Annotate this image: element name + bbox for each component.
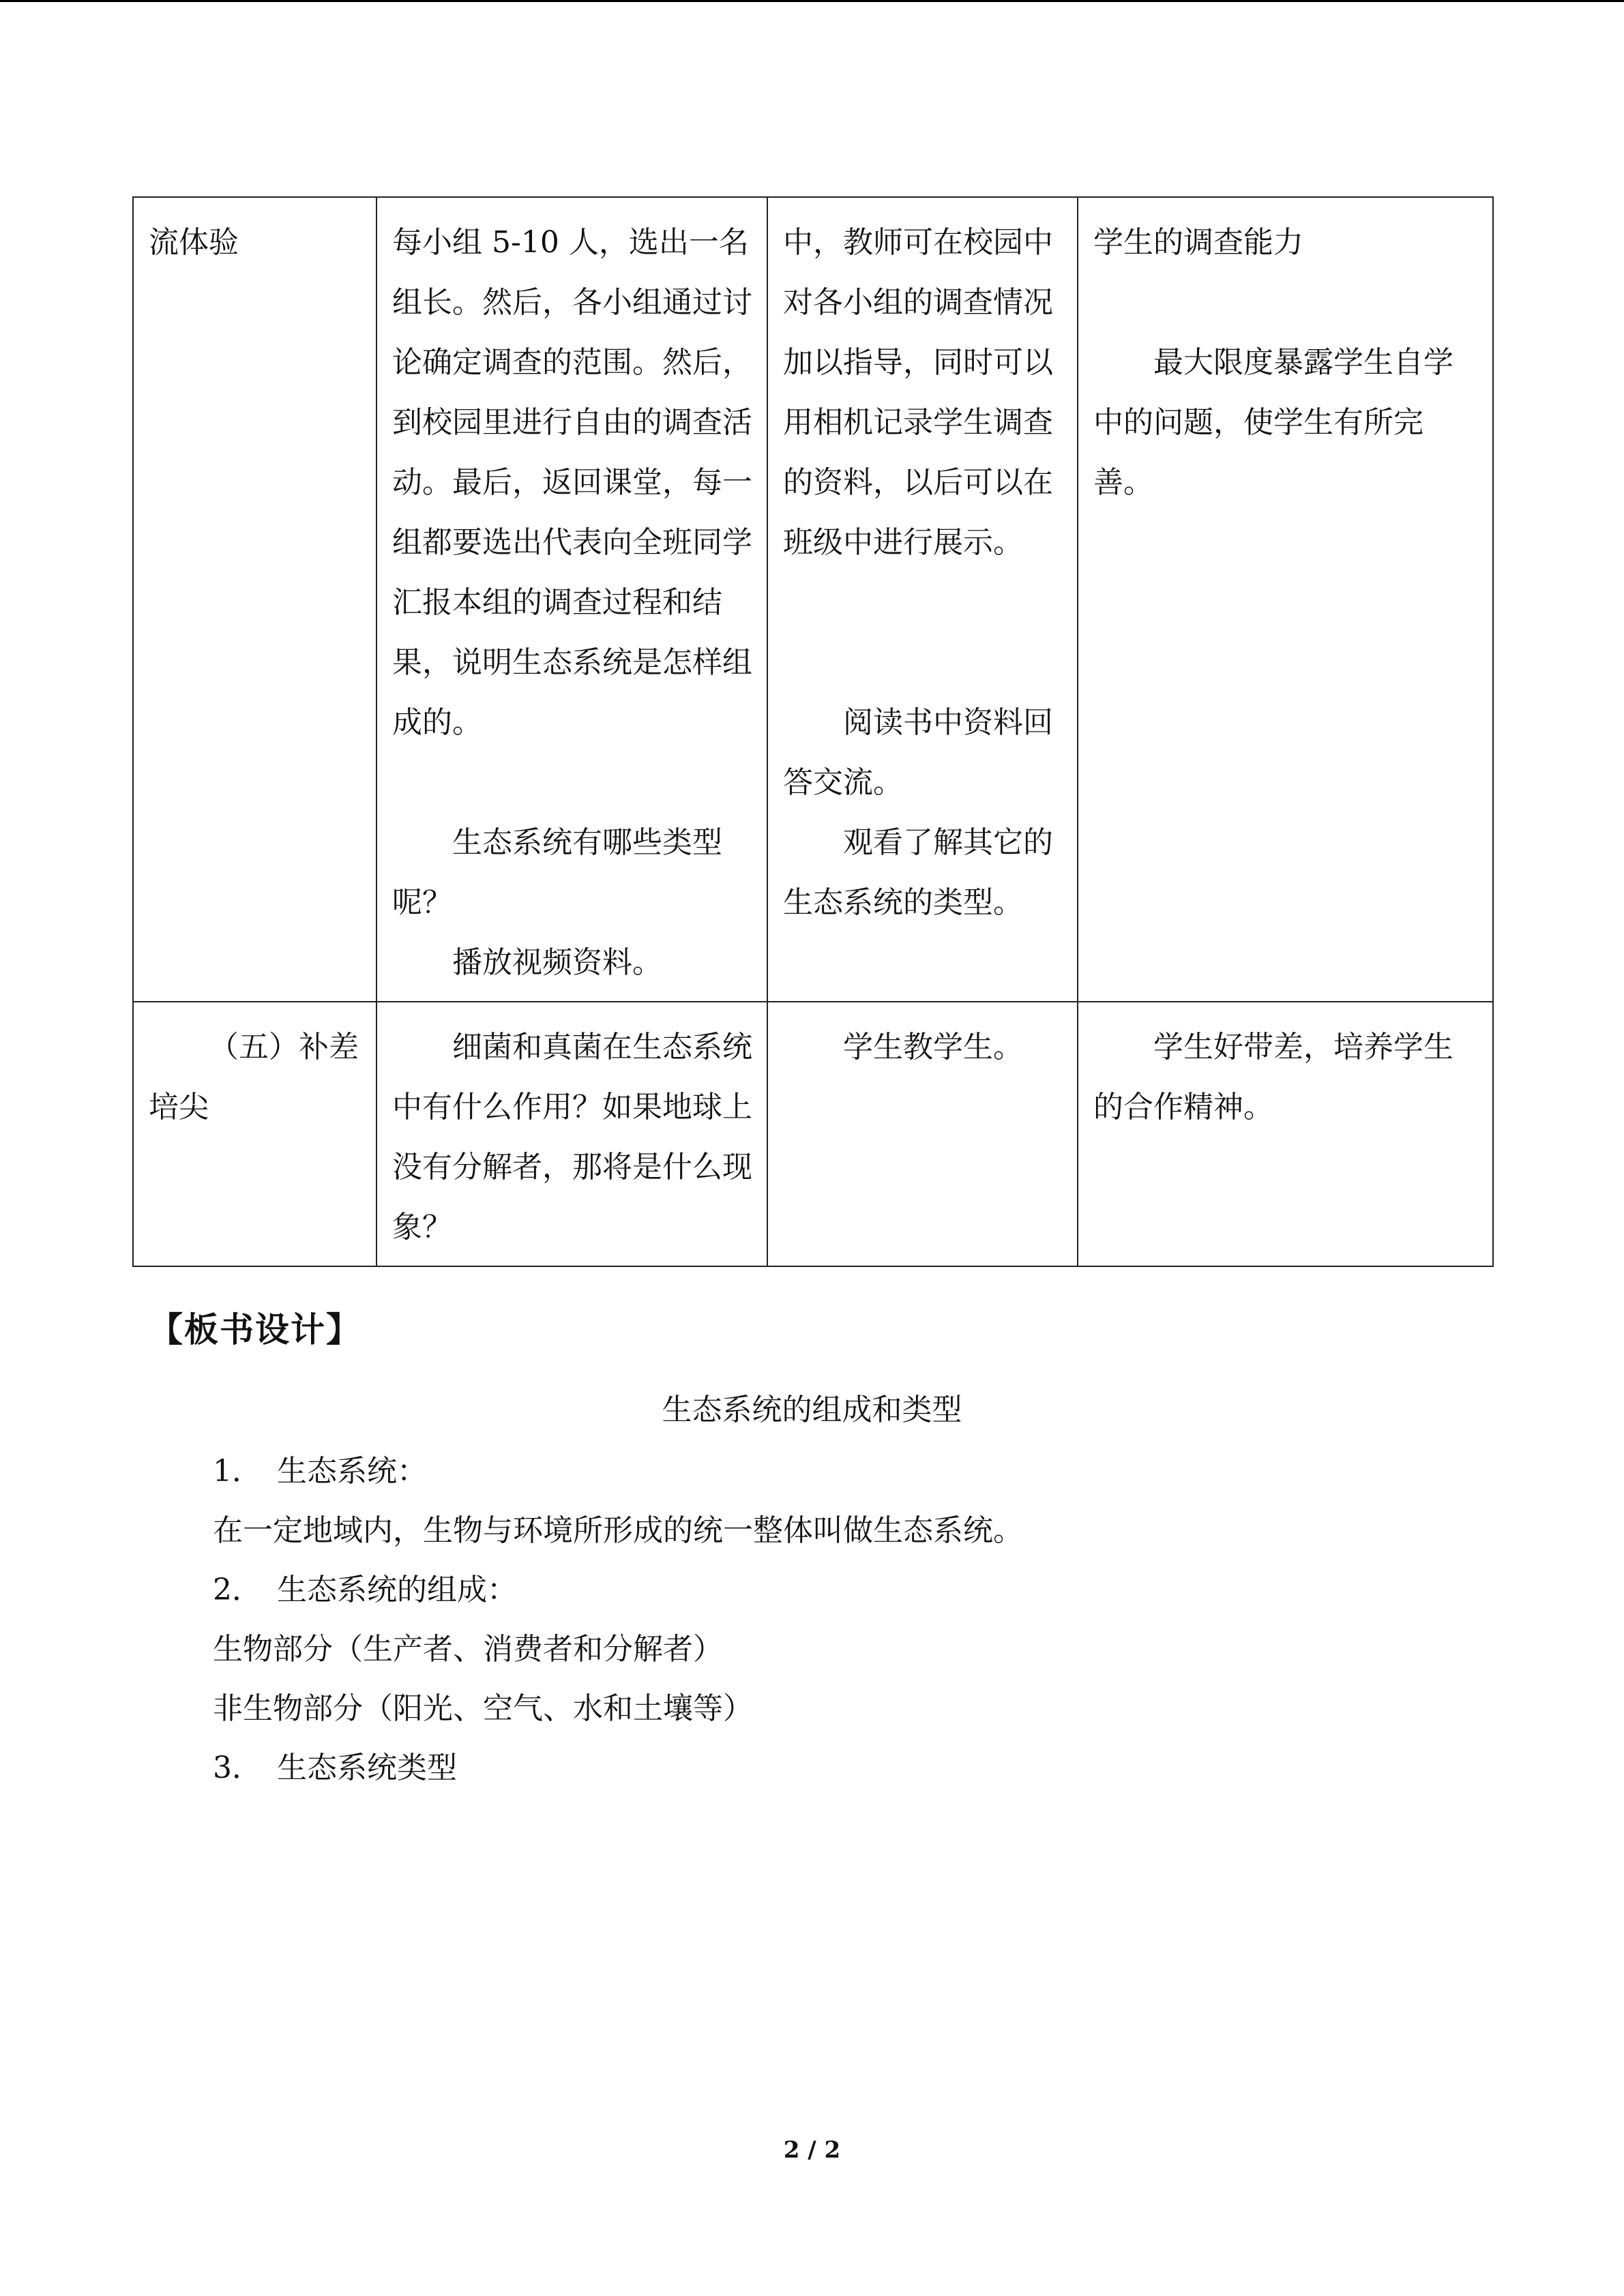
board-item-2-biotic: 生物部分（生产者、消费者和分解者） <box>213 1632 723 1667</box>
board-content <box>213 1442 1023 1798</box>
board-item-2-abiotic: 非生物部分（阳光、空气、水和土壤等） <box>213 1691 753 1726</box>
student-reading-note: 阅读书中资料回答交流。 <box>783 705 1053 800</box>
design-intent-text: 学生好带差，培养学生的合作精神。 <box>1093 1030 1453 1124</box>
item-number: 1． <box>213 1454 262 1489</box>
student-activity-cell <box>767 1002 1078 1266</box>
student-activity-text: 学生教学生。 <box>843 1030 1023 1064</box>
table-row <box>133 1002 1493 1266</box>
teacher-activity-cell <box>377 197 767 1002</box>
teacher-question: 生态系统有哪些类型呢？ <box>392 825 722 920</box>
teacher-activity-cell <box>377 1002 767 1266</box>
design-intent-cell <box>1078 197 1493 1002</box>
item-number: 2． <box>213 1572 262 1607</box>
design-intent-text-2: 最大限度暴露学生自学中的问题，使学生有所完善。 <box>1093 345 1453 500</box>
stage-text: 流体验 <box>149 225 239 260</box>
item-number: 3． <box>213 1750 262 1785</box>
page-number: 2 / 2 <box>783 2136 841 2164</box>
item-label: 生态系统： <box>277 1454 427 1489</box>
item-label: 生态系统的组成： <box>277 1572 517 1607</box>
board-item-1-definition: 在一定地域内，生物与环境所形成的统一整体叫做生态系统。 <box>213 1513 1023 1548</box>
student-activity-text: 中，教师可在校园中对各小组的调查情况加以指导，同时可以用相机记录学生调查的资料，以后可以在班级中进行展示。 <box>783 225 1053 560</box>
lesson-plan-table <box>132 196 1494 1267</box>
teacher-activity-text: 每小组 5-10 人，选出一名组长。然后，各小组通过讨论确定调查的范围。然后，到校园里进行自由的调查活动。最后，返回课堂，每一组都要选出代表向全班同学汇报本组的调查过程和结果，说明生态系统是怎样组成的。 <box>392 225 752 740</box>
design-intent-text: 学生的调查能力 <box>1093 225 1303 260</box>
page-top-border <box>0 0 1624 2</box>
item-label: 生态系统类型 <box>277 1750 457 1785</box>
stage-cell <box>133 1002 377 1266</box>
stage-cell <box>133 197 377 1002</box>
teacher-video-note: 播放视频资料。 <box>452 945 662 980</box>
table-row <box>133 197 1493 1002</box>
stage-text: （五）补差培尖 <box>149 1030 359 1124</box>
student-watching-note: 观看了解其它的生态系统的类型。 <box>783 825 1053 920</box>
board-design-heading: 【板书设计】 <box>149 1309 361 1350</box>
design-intent-cell <box>1078 1002 1493 1266</box>
board-item-2 <box>213 1560 1023 1620</box>
student-activity-cell <box>767 197 1078 1002</box>
board-item-1 <box>213 1442 1023 1501</box>
board-title: 生态系统的组成和类型 <box>662 1392 962 1427</box>
board-item-3 <box>213 1738 1023 1798</box>
teacher-activity-text: 细菌和真菌在生态系统中有什么作用？如果地球上没有分解者，那将是什么现象？ <box>392 1030 752 1244</box>
